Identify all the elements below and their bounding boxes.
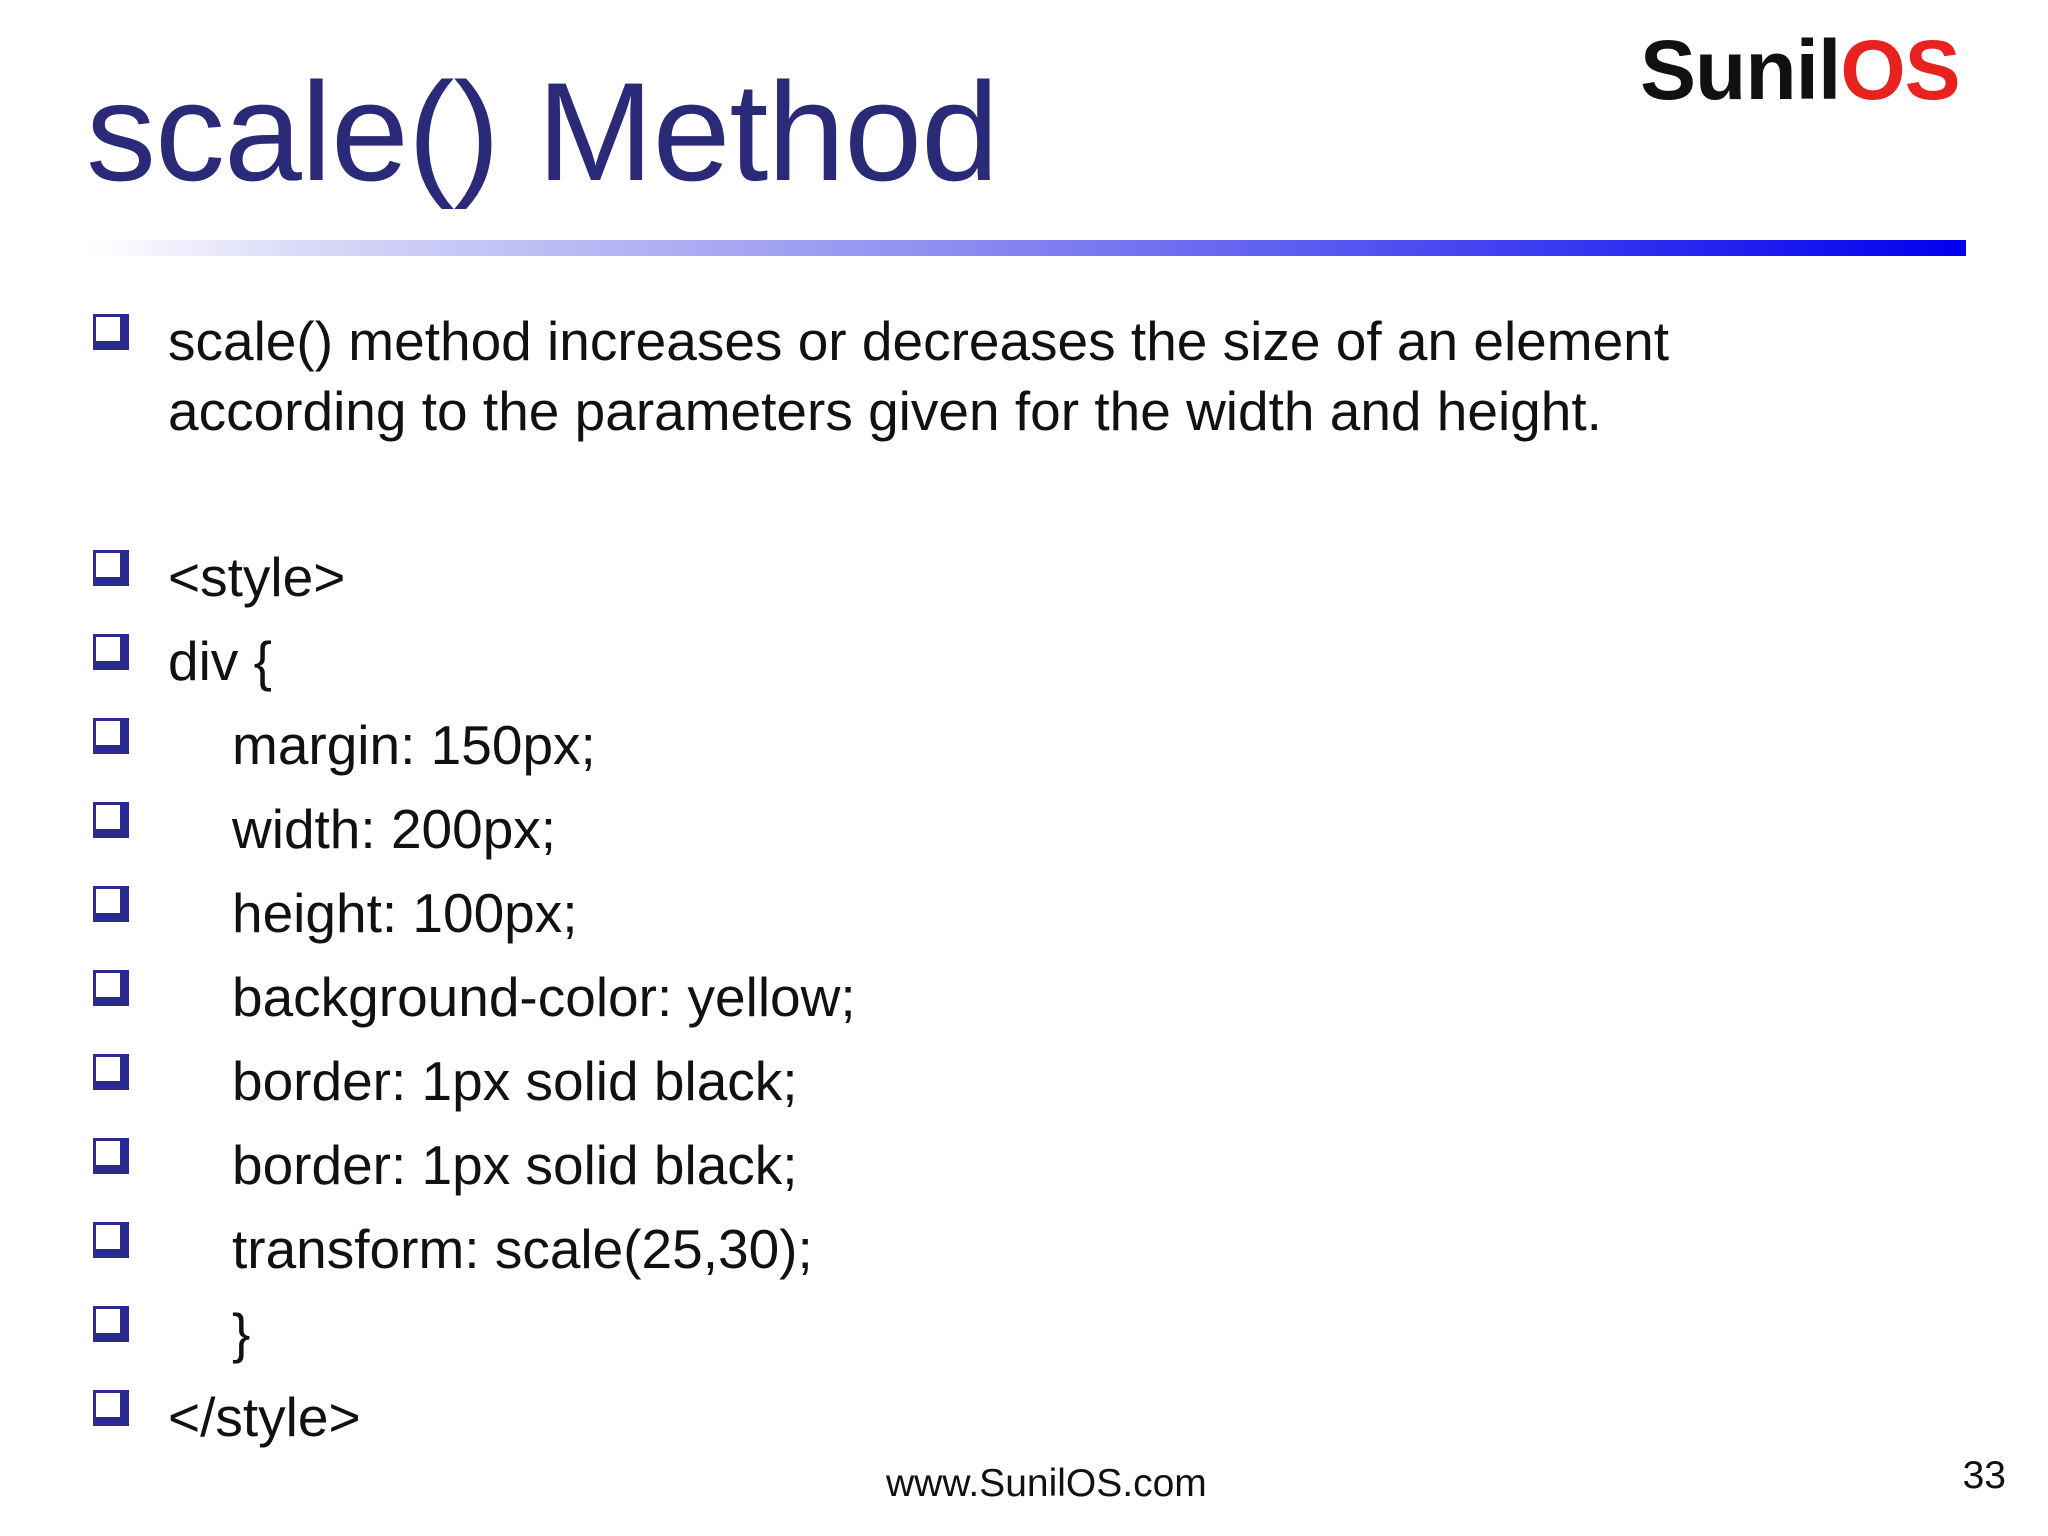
bullet-text-line1: scale() method increases or decreases the size of an element xyxy=(168,310,1670,372)
square-bullet-icon xyxy=(93,1306,129,1342)
page-number: 33 xyxy=(1962,1454,2006,1497)
square-bullet-icon xyxy=(93,718,129,754)
bullet-text: border: 1px solid black; xyxy=(232,1050,798,1112)
bullet-text-line2: according to the parameters given for the width and height. xyxy=(168,380,1602,442)
bullet-text: height: 100px; xyxy=(232,882,578,944)
bullet-text: margin: 150px; xyxy=(232,714,596,776)
square-bullet-icon xyxy=(93,1222,129,1258)
square-bullet-icon xyxy=(93,1138,129,1174)
logo-text-os: OS xyxy=(1840,23,1960,117)
logo-text-sunil: Sunil xyxy=(1640,23,1841,117)
bullet-text: transform: scale(25,30); xyxy=(232,1218,813,1280)
square-bullet-icon xyxy=(93,1390,129,1426)
footer-url: www.SunilOS.com xyxy=(886,1462,1207,1505)
sunilos-logo xyxy=(1640,22,1960,119)
square-bullet-icon xyxy=(93,970,129,1006)
bullet-text: div { xyxy=(168,630,272,692)
square-bullet-icon xyxy=(93,802,129,838)
title-divider xyxy=(86,240,1966,256)
square-bullet-icon xyxy=(93,1054,129,1090)
square-bullet-icon xyxy=(93,634,129,670)
bullet-text: <style> xyxy=(168,546,346,608)
square-bullet-icon xyxy=(93,550,129,586)
bullet-text: } xyxy=(232,1302,251,1364)
square-bullet-icon xyxy=(93,314,129,350)
bullet-text: background-color: yellow; xyxy=(232,966,856,1028)
bullet-text: width: 200px; xyxy=(232,798,557,860)
bullet-text: </style> xyxy=(168,1386,361,1448)
bullet-text: border: 1px solid black; xyxy=(232,1134,798,1196)
slide-title: scale() Method xyxy=(86,53,998,210)
square-bullet-icon xyxy=(93,886,129,922)
